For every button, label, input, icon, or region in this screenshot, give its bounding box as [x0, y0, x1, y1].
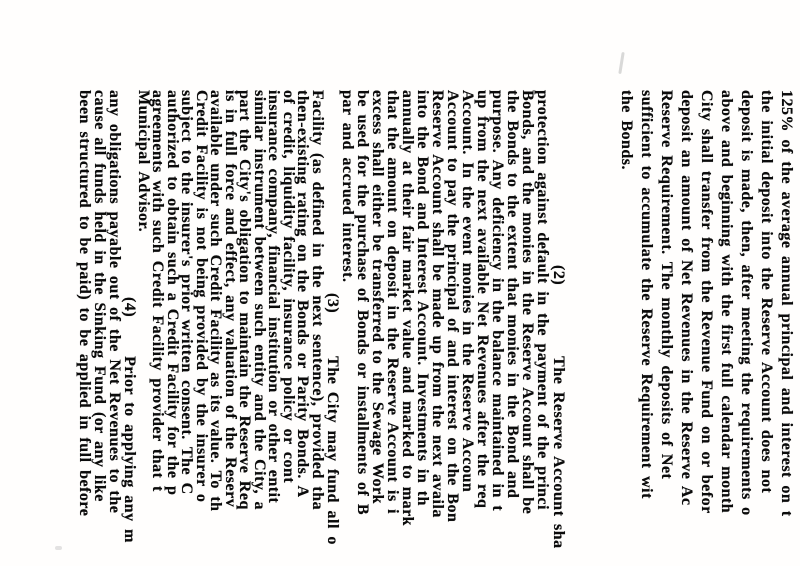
- text-line: protection against default in the payment of the princi: [534, 90, 551, 511]
- text-line: Account to pay the principal of and interest on the Bon: [444, 90, 461, 523]
- text-line: 125% of the average annual principal and interest on t: [778, 90, 795, 517]
- text-line: into the Bond and Interest Account. Investments in th: [414, 90, 431, 507]
- text-line: above and beginning with the first full calendar month: [718, 90, 735, 514]
- header-text: Prior to applying any m: [121, 356, 138, 543]
- text-line: excess shall either be transferred to the Sewage Work: [369, 90, 386, 504]
- text-line: that the amount on deposit in the Reserve Account is i: [384, 90, 401, 515]
- text-line: the Bonds to the extent that monies in the Bond and: [504, 90, 521, 499]
- text-line: City shall transfer from the Revenue Fund on or befor: [698, 90, 715, 514]
- text-line: deposit is made, then, after meeting the requirements o: [738, 90, 755, 516]
- text-line: Reserve Requirement. The monthly deposits of Net: [658, 90, 675, 480]
- text-line: Account. In the event monies in the Reserve Accoun: [459, 90, 476, 493]
- text-line: subject to the insurer's prior written consent. The C: [178, 90, 196, 495]
- paragraph-header-line: [324, 293, 340, 545]
- text-line: similar instrument between such entity and the City, a: [251, 90, 268, 511]
- text-line: up from the next available Net Revenues after the req: [474, 90, 491, 509]
- text-line: Municipal Advisor.: [135, 90, 152, 233]
- paragraph-number: (3): [324, 293, 341, 314]
- text-line: been structured to be paid) to be applied in full before: [76, 90, 93, 517]
- text-line: sufficient to accumulate the Reserve Requirement wit: [638, 90, 655, 499]
- text-line: of credit, liquidity facility, insurance policy or cont: [280, 90, 297, 484]
- paragraph-number: (4): [121, 297, 138, 318]
- text-line: Reserve Account shall be made up from the next availa: [429, 90, 446, 518]
- paragraph-header-line: [550, 265, 566, 549]
- text-line: Credit Facility is not being provided by the insurer o: [193, 90, 210, 503]
- paragraph-number: (2): [550, 265, 567, 286]
- text-line: then-existing rating on the Bonds or Parity Bonds. A: [294, 90, 312, 498]
- header-text: The Reserve Account sha: [550, 356, 567, 549]
- text-line: agreements with such Credit Facility provider that t: [149, 90, 167, 492]
- text-line: the Bonds.: [618, 90, 635, 171]
- text-line: purpose. Any deficiency in the balance maintained in t: [489, 90, 506, 512]
- text-line: Facility (as defined in the next sentence), provided tha: [309, 90, 326, 511]
- text-line: authorized to obtain such a Credit Facility for the p: [164, 90, 181, 496]
- header-text: The City may fund all o: [324, 356, 341, 545]
- text-line: deposit an amount of Net Revenues in the Reserve Ac: [678, 90, 695, 506]
- text-line: part the City's obligation to maintain the Reserve Req: [236, 90, 254, 510]
- text-line: any obligations payable out of the Net Revenues to the: [106, 90, 123, 514]
- text-line: Bonds, and the monies in the Reserve Account shall be: [519, 90, 536, 515]
- text-line: available under such Credit Facility as its value. To th: [207, 90, 225, 512]
- scan-artifact-speck: [55, 546, 62, 550]
- text-line: annually at their fair market value and marked to mark: [399, 90, 416, 527]
- tab-spacer: [125, 317, 126, 356]
- text-line: insurance company, financial institution or other entit: [265, 90, 283, 504]
- text-line: be used for the purchase of Bonds or installments of B: [354, 90, 371, 516]
- tab-spacer: [328, 313, 329, 356]
- text-line: is in full force and effect, any valuation of the Reserv: [222, 90, 239, 508]
- tab-spacer: [554, 285, 555, 356]
- paragraph-header-line: [121, 297, 137, 543]
- text-line: cause all funds held in the Sinking Fund (or any like: [91, 90, 108, 502]
- text-line: par and accrued interest.: [339, 90, 356, 283]
- text-line: the initial deposit into the Reserve Account does not: [758, 90, 775, 494]
